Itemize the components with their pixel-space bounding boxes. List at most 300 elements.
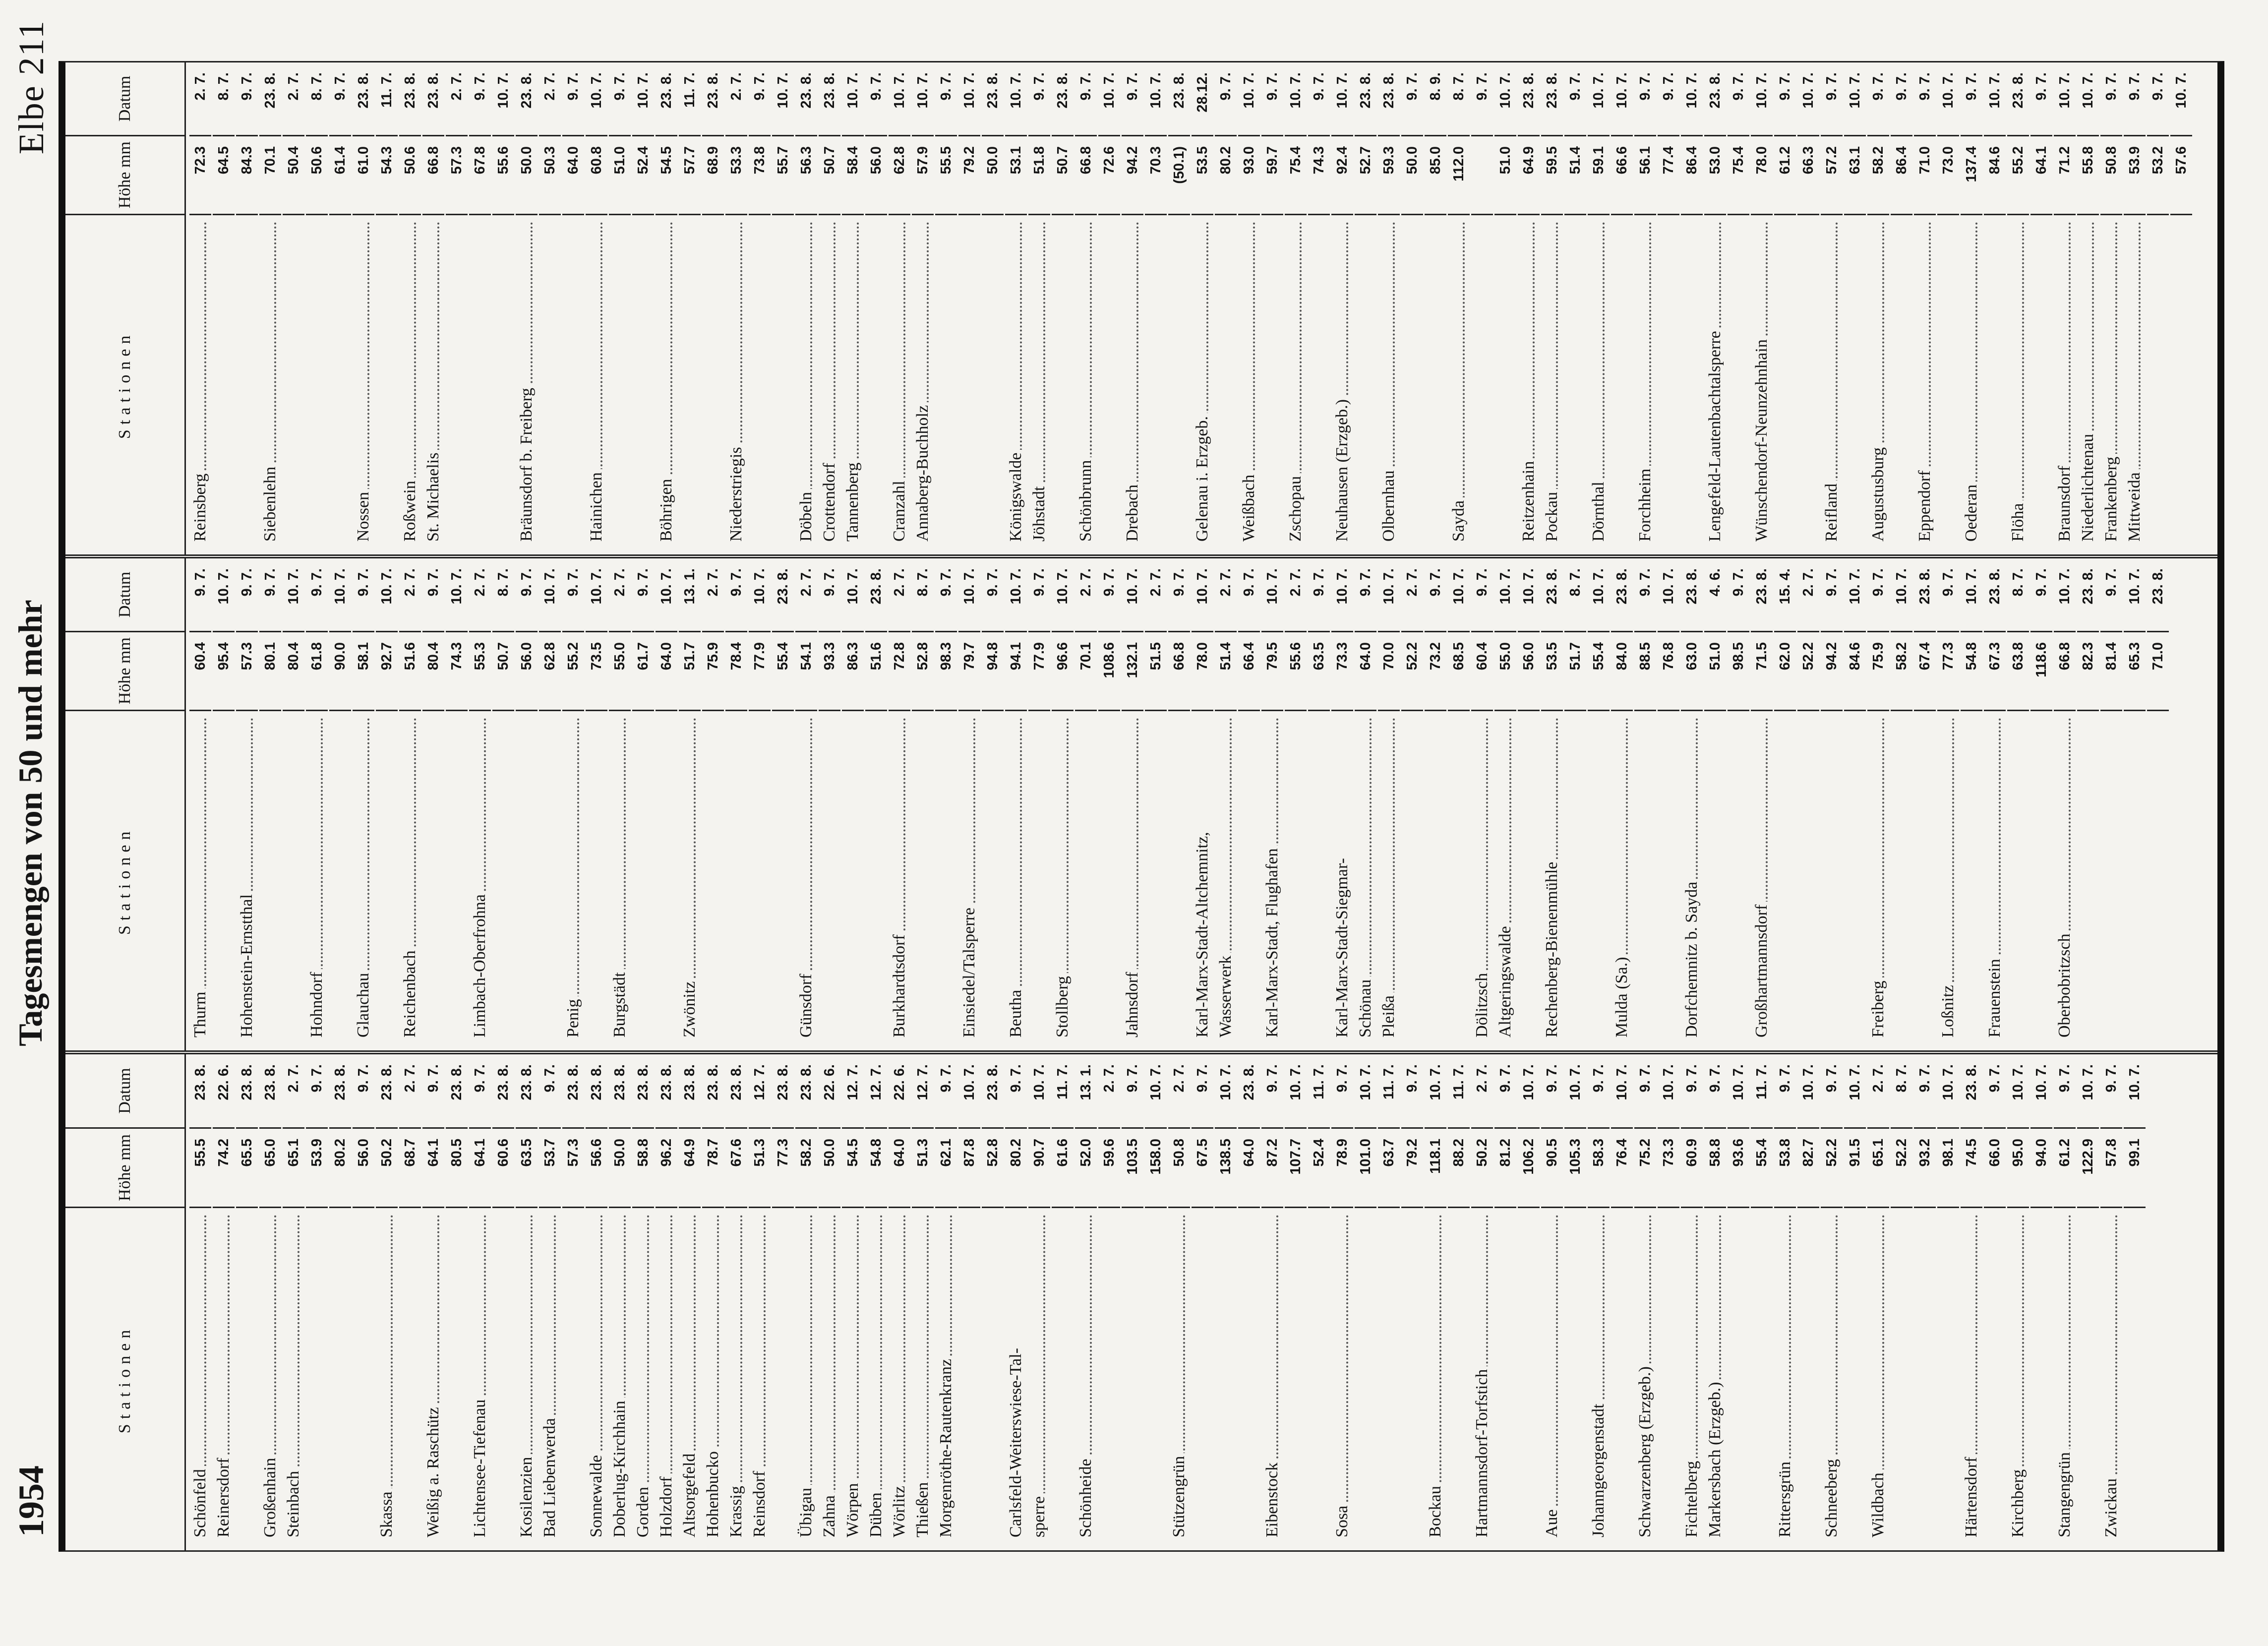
station-name: Cranzahl xyxy=(890,478,908,554)
datum-cell: 10. 7. xyxy=(2170,62,2192,136)
column-header-stationen: Stationen xyxy=(116,826,134,935)
table-row xyxy=(1937,62,1959,554)
hoehe-cell: 90.5 xyxy=(1541,1129,1563,1208)
table-row xyxy=(1331,62,1353,554)
hoehe-cell: 66.8 xyxy=(1168,632,1190,711)
hoehe-cell: 93.6 xyxy=(1728,1129,1749,1208)
column-header-datum: Datum xyxy=(65,1054,184,1129)
station-name: Tannenberg xyxy=(843,460,862,554)
table-row xyxy=(213,558,235,1050)
table-row xyxy=(1075,62,1097,554)
station-cell xyxy=(2054,1208,2076,1550)
table-row xyxy=(679,1054,701,1550)
table-row xyxy=(399,558,421,1050)
datum-cell: 4. 6. xyxy=(1704,558,1726,632)
station-name: Johanngeorgenstadt xyxy=(1589,1401,1608,1550)
table-row xyxy=(1355,1054,1376,1550)
station-name: Lengefeld-Lautenbachtalsperre xyxy=(1706,328,1724,554)
hoehe-cell: 55.4 xyxy=(1588,632,1610,711)
station-cell xyxy=(492,1208,514,1550)
table-row xyxy=(329,1054,351,1550)
datum-cell: 10. 7. xyxy=(772,62,794,136)
station-cell xyxy=(1658,215,1679,554)
datum-cell: 9. 7. xyxy=(1122,1054,1143,1129)
table-row xyxy=(1261,558,1283,1050)
hoehe-cell: 58.2 xyxy=(795,1129,817,1208)
hoehe-cell: 77.4 xyxy=(1658,136,1679,215)
station-cell xyxy=(562,215,584,554)
station-cell xyxy=(1797,1208,1819,1550)
datum-cell: 11. 7. xyxy=(1448,1054,1470,1129)
table-row xyxy=(982,62,1004,554)
table-row xyxy=(1564,558,1586,1050)
table-row xyxy=(1658,1054,1679,1550)
table-row xyxy=(2170,62,2192,554)
table-row xyxy=(1215,558,1237,1050)
station-cell xyxy=(702,215,724,554)
station-cell xyxy=(306,711,328,1050)
table-row xyxy=(422,62,444,554)
station-name: Sayda xyxy=(1449,497,1468,554)
station-cell xyxy=(399,215,421,554)
datum-cell: 11. 7. xyxy=(1308,1054,1330,1129)
datum-cell: 9. 7. xyxy=(1774,1054,1796,1129)
table-row xyxy=(2077,62,2099,554)
hoehe-cell: 106.2 xyxy=(1518,1129,1540,1208)
table-row xyxy=(1797,1054,1819,1550)
station-cell xyxy=(2124,1208,2146,1550)
station-name: Altgeringswalde xyxy=(1496,923,1514,1050)
datum-cell: 23. 8. xyxy=(702,62,724,136)
table-row xyxy=(1634,62,1656,554)
hoehe-cell: 95.0 xyxy=(2007,1129,2029,1208)
station-cell xyxy=(539,215,561,554)
datum-cell: 23. 8. xyxy=(1518,62,1540,136)
datum-cell: 10. 7. xyxy=(1937,62,1959,136)
datum-cell: 2. 7. xyxy=(1098,1054,1120,1129)
table-row xyxy=(1285,1054,1307,1550)
table-row xyxy=(725,1054,747,1550)
table-row xyxy=(1052,1054,1074,1550)
datum-cell: 10. 7. xyxy=(1448,558,1470,632)
table-row xyxy=(1401,558,1423,1050)
datum-cell: 28.12. xyxy=(1192,62,1213,136)
datum-cell: 10. 7. xyxy=(1891,558,1912,632)
station-cell xyxy=(1961,711,1982,1050)
station-cell xyxy=(609,711,631,1050)
datum-cell: 2. 7. xyxy=(1471,1054,1493,1129)
station-name: Altsorgefeld xyxy=(680,1451,699,1550)
table-row xyxy=(1658,62,1679,554)
datum-cell: 9. 7. xyxy=(2030,558,2052,632)
table-row xyxy=(702,558,724,1050)
station-cell xyxy=(725,1208,747,1550)
table-row xyxy=(632,1054,654,1550)
table-block-2 xyxy=(65,558,2217,1054)
station-cell xyxy=(446,1208,468,1550)
hoehe-cell: 57.8 xyxy=(2100,1129,2122,1208)
table-row xyxy=(469,1054,491,1550)
hoehe-cell: 84.3 xyxy=(236,136,258,215)
station-cell xyxy=(1541,1208,1563,1550)
table-row xyxy=(1215,62,1237,554)
datum-cell: 9. 7. xyxy=(1471,558,1493,632)
station-name: Limbach-Oberfrohna xyxy=(471,891,489,1050)
datum-cell: 10. 7. xyxy=(1494,62,1516,136)
datum-cell: 9. 7. xyxy=(1564,62,1586,136)
station-cell xyxy=(1471,215,1493,554)
table-row xyxy=(283,1054,304,1550)
hoehe-cell: 58.8 xyxy=(1704,1129,1726,1208)
hoehe-cell: 74.2 xyxy=(213,1129,235,1208)
dot-leader xyxy=(1463,222,1465,542)
datum-cell: 9. 7. xyxy=(2100,62,2122,136)
datum-cell: 9. 7. xyxy=(1098,558,1120,632)
table-row xyxy=(492,558,514,1050)
datum-cell: 9. 7. xyxy=(2030,62,2052,136)
datum-cell: 23. 8. xyxy=(772,558,794,632)
table-row xyxy=(539,1054,561,1550)
station-name: Reinsdorf xyxy=(750,1468,769,1550)
datum-cell: 10. 7. xyxy=(1658,558,1679,632)
station-name: Crottendorf xyxy=(820,460,838,554)
datum-cell: 2. 7. xyxy=(725,62,747,136)
datum-cell: 9. 7. xyxy=(236,558,258,632)
station-name: Thießen xyxy=(913,1479,932,1550)
table-row xyxy=(1308,1054,1330,1550)
station-cell xyxy=(1634,711,1656,1050)
table-row xyxy=(1774,558,1796,1050)
datum-cell: 23. 8. xyxy=(516,62,537,136)
hoehe-cell: 63.8 xyxy=(2007,632,2029,711)
datum-cell: 10. 7. xyxy=(1564,1054,1586,1129)
station-name: Flöha xyxy=(2009,500,2027,554)
hoehe-cell: 50.6 xyxy=(306,136,328,215)
hoehe-cell: 73.8 xyxy=(749,136,771,215)
table-row xyxy=(1774,62,1796,554)
hoehe-cell: 50.0 xyxy=(609,1129,631,1208)
hoehe-cell: 57.7 xyxy=(679,136,701,215)
table-row xyxy=(889,1054,910,1550)
datum-cell: 23. 8. xyxy=(2147,558,2169,632)
station-cell xyxy=(1681,1208,1703,1550)
station-cell xyxy=(1052,215,1074,554)
station-name: Gorden xyxy=(634,1484,652,1550)
table-row xyxy=(189,1054,211,1550)
hoehe-cell: 101.0 xyxy=(1355,1129,1376,1208)
datum-cell: 9. 7. xyxy=(1821,1054,1843,1129)
station-name: Niederstriegis xyxy=(727,444,745,554)
table-row xyxy=(1005,62,1027,554)
table-row xyxy=(1378,1054,1400,1550)
hoehe-cell: 76.4 xyxy=(1611,1129,1633,1208)
datum-cell: 9. 7. xyxy=(1261,1054,1283,1129)
hoehe-cell: 53.3 xyxy=(725,136,747,215)
datum-cell: 9. 7. xyxy=(422,1054,444,1129)
station-cell xyxy=(795,711,817,1050)
station-cell xyxy=(1891,711,1912,1050)
datum-cell: 23. 8. xyxy=(982,62,1004,136)
datum-cell: 23. 8. xyxy=(586,1054,607,1129)
hoehe-cell: 70.1 xyxy=(1075,632,1097,711)
hoehe-cell: 80.4 xyxy=(283,632,304,711)
datum-cell: 8. 7. xyxy=(213,62,235,136)
datum-cell: 10. 7. xyxy=(958,62,980,136)
hoehe-cell: 55.8 xyxy=(2077,136,2099,215)
datum-cell: 10. 7. xyxy=(1331,558,1353,632)
station-cell xyxy=(702,711,724,1050)
datum-cell: 2. 7. xyxy=(795,558,817,632)
table-row xyxy=(679,558,701,1050)
hoehe-cell: 66.8 xyxy=(1075,136,1097,215)
hoehe-cell: 70.0 xyxy=(1378,632,1400,711)
station-name: Annaberg-Buchholz xyxy=(913,402,932,554)
table-row xyxy=(1961,1054,1982,1550)
datum-cell: 9. 7. xyxy=(725,558,747,632)
station-cell xyxy=(2100,215,2122,554)
table-row xyxy=(772,558,794,1050)
datum-cell: 8. 7. xyxy=(2007,558,2029,632)
datum-cell: 23. 8. xyxy=(422,62,444,136)
hoehe-cell: 77.3 xyxy=(772,1129,794,1208)
station-name: Hainichen xyxy=(587,469,605,554)
datum-cell: 23. 8. xyxy=(189,1054,211,1129)
table-row xyxy=(1192,558,1213,1050)
datum-cell: 10. 7. xyxy=(1192,558,1213,632)
station-name: Wörpen xyxy=(843,1480,862,1550)
station-cell xyxy=(1122,1208,1143,1550)
station-cell xyxy=(1937,711,1959,1050)
station-cell xyxy=(1238,215,1260,554)
station-cell xyxy=(1215,1208,1237,1550)
datum-cell: 10. 7. xyxy=(1844,558,1866,632)
station-name: Reinersdorf xyxy=(214,1455,233,1550)
table-row xyxy=(1145,62,1167,554)
datum-cell: 10. 7. xyxy=(1611,62,1633,136)
station-cell xyxy=(656,711,677,1050)
datum-cell: 9. 7. xyxy=(935,62,957,136)
station-cell xyxy=(1261,1208,1283,1550)
hoehe-cell: 73.2 xyxy=(1425,632,1446,711)
datum-cell: 2. 7. xyxy=(1401,558,1423,632)
datum-cell: 23. 8. xyxy=(446,1054,468,1129)
station-name: Freiberg xyxy=(1869,977,1887,1050)
datum-cell: 9. 7. xyxy=(2100,558,2122,632)
station-cell xyxy=(1821,215,1843,554)
table-row xyxy=(376,558,398,1050)
table-row xyxy=(2147,558,2169,1050)
table-row xyxy=(1937,1054,1959,1550)
hoehe-cell: 53.2 xyxy=(2147,136,2169,215)
table-row xyxy=(329,558,351,1050)
hoehe-cell: 92.4 xyxy=(1331,136,1353,215)
datum-cell: 10. 7. xyxy=(1285,62,1307,136)
station-name: Neuhausen (Erzgeb.) xyxy=(1333,396,1351,554)
table-row xyxy=(1984,558,2006,1050)
table-row xyxy=(2077,1054,2099,1550)
table-row xyxy=(236,62,258,554)
table-row xyxy=(1518,62,1540,554)
table-row xyxy=(1774,1054,1796,1550)
station-cell xyxy=(399,711,421,1050)
table-row xyxy=(516,1054,537,1550)
hoehe-cell: 65.5 xyxy=(236,1129,258,1208)
table-row xyxy=(399,62,421,554)
table-row xyxy=(1751,558,1773,1050)
station-name: Krassig xyxy=(727,1483,745,1550)
hoehe-cell: 103.5 xyxy=(1122,1129,1143,1208)
station-name: Fichtelberg xyxy=(1682,1458,1701,1550)
datum-cell: 23. 8. xyxy=(795,62,817,136)
datum-cell: 22. 6. xyxy=(213,1054,235,1129)
datum-cell: 9. 7. xyxy=(749,62,771,136)
hoehe-cell: 62.8 xyxy=(539,632,561,711)
station-name: Aue xyxy=(1543,1506,1561,1550)
hoehe-cell: 54.5 xyxy=(656,136,677,215)
hoehe-cell: 51.0 xyxy=(1494,136,1516,215)
station-name: Sonnewalde xyxy=(587,1452,605,1550)
table-row xyxy=(2124,558,2146,1050)
table-row xyxy=(1681,62,1703,554)
datum-cell: 2. 7. xyxy=(283,62,304,136)
station-cell xyxy=(2124,215,2146,554)
hoehe-cell: 58.2 xyxy=(1867,136,1889,215)
station-cell xyxy=(1145,1208,1167,1550)
station-name: Eppendorf xyxy=(1915,467,1934,554)
datum-cell: 10. 7. xyxy=(2077,62,2099,136)
station-cell xyxy=(982,1208,1004,1550)
station-cell xyxy=(1797,711,1819,1050)
table-row xyxy=(1494,1054,1516,1550)
hoehe-cell: 64.0 xyxy=(1238,1129,1260,1208)
hoehe-cell: 58.8 xyxy=(632,1129,654,1208)
station-name: Übigau xyxy=(797,1485,815,1550)
table-row xyxy=(1518,1054,1540,1550)
station-cell xyxy=(772,1208,794,1550)
datum-cell: 9. 7. xyxy=(353,558,374,632)
table-row xyxy=(2007,558,2029,1050)
table-row xyxy=(1448,62,1470,554)
hoehe-cell: 64.9 xyxy=(1518,136,1540,215)
datum-cell: 10. 7. xyxy=(1005,62,1027,136)
station-name: Holzdorf xyxy=(657,1473,675,1550)
station-name: Weißbach xyxy=(1240,472,1258,554)
hoehe-cell: 80.4 xyxy=(422,632,444,711)
station-name: Schönau xyxy=(1356,976,1374,1050)
datum-cell: 10. 7. xyxy=(1425,1054,1446,1129)
datum-cell: 2. 7. xyxy=(609,558,631,632)
station-cell xyxy=(865,215,887,554)
hoehe-cell: 67.4 xyxy=(1914,632,1936,711)
station-cell xyxy=(1658,1208,1679,1550)
station-cell xyxy=(1588,1208,1610,1550)
station-name: Olbernhau xyxy=(1379,467,1398,554)
hoehe-cell: 87.2 xyxy=(1261,1129,1283,1208)
station-name: Siebenlehn xyxy=(261,464,279,554)
hoehe-cell: 59.7 xyxy=(1261,136,1283,215)
table-row xyxy=(1891,62,1912,554)
datum-cell: 2. 7. xyxy=(1145,558,1167,632)
datum-cell: 8. 7. xyxy=(492,558,514,632)
table-row xyxy=(539,62,561,554)
station-name: Königswalde xyxy=(1007,450,1025,554)
table-row xyxy=(1355,558,1376,1050)
hoehe-cell: 57.2 xyxy=(1821,136,1843,215)
hoehe-cell: 51.0 xyxy=(609,136,631,215)
hoehe-cell: 87.8 xyxy=(958,1129,980,1208)
datum-cell: 11. 7. xyxy=(376,62,398,136)
datum-cell: 23. 8. xyxy=(1984,558,2006,632)
hoehe-cell: 72.8 xyxy=(889,632,910,711)
datum-cell: 2. 7. xyxy=(1285,558,1307,632)
hoehe-cell: 158.0 xyxy=(1145,1129,1167,1208)
station-cell xyxy=(1308,215,1330,554)
station-cell xyxy=(1867,1208,1889,1550)
station-cell xyxy=(609,215,631,554)
table-row xyxy=(935,1054,957,1550)
station-name: Reichenbach xyxy=(401,947,419,1050)
station-cell xyxy=(189,711,211,1050)
hoehe-cell: 74.3 xyxy=(446,632,468,711)
hoehe-cell: 64.5 xyxy=(213,136,235,215)
station-cell xyxy=(329,1208,351,1550)
datum-cell: 23. 8. xyxy=(982,1054,1004,1129)
table-row xyxy=(1448,558,1470,1050)
table-row xyxy=(1075,558,1097,1050)
hoehe-cell: 56.0 xyxy=(353,1129,374,1208)
hoehe-cell: 75.4 xyxy=(1285,136,1307,215)
hoehe-cell: 63.5 xyxy=(516,1129,537,1208)
hoehe-cell: 65.0 xyxy=(259,1129,281,1208)
column-header-datum: Datum xyxy=(65,62,184,136)
station-cell xyxy=(353,1208,374,1550)
datum-cell: 9. 7. xyxy=(1355,558,1376,632)
datum-cell: 12. 7. xyxy=(865,1054,887,1129)
hoehe-cell: 58.2 xyxy=(1891,632,1912,711)
station-name: Einsiedel/Talsperre xyxy=(960,905,978,1050)
hoehe-cell: 51.4 xyxy=(1215,632,1237,711)
datum-cell: 10. 7. xyxy=(1145,62,1167,136)
station-cell xyxy=(632,711,654,1050)
hoehe-cell: 52.2 xyxy=(1797,632,1819,711)
station-cell xyxy=(889,711,910,1050)
station-name: Jöhstadt xyxy=(1030,484,1048,554)
datum-cell: 23. 8. xyxy=(865,558,887,632)
station-cell xyxy=(1425,215,1446,554)
table-body xyxy=(189,1054,2212,1550)
table-row xyxy=(1704,62,1726,554)
datum-cell: 10. 7. xyxy=(1611,1054,1633,1129)
hoehe-cell: 53.8 xyxy=(1774,1129,1796,1208)
station-cell xyxy=(1961,215,1982,554)
station-cell xyxy=(1331,1208,1353,1550)
datum-cell: 9. 7. xyxy=(259,558,281,632)
table-row xyxy=(982,1054,1004,1550)
datum-cell: 10. 7. xyxy=(329,558,351,632)
station-name: Skassa xyxy=(377,1488,396,1550)
table-row xyxy=(958,62,980,554)
station-cell xyxy=(1028,1208,1050,1550)
station-name: Steinbach xyxy=(284,1468,302,1550)
table-row xyxy=(2007,1054,2029,1550)
table-row xyxy=(492,1054,514,1550)
station-cell xyxy=(1518,1208,1540,1550)
station-cell xyxy=(1821,711,1843,1050)
datum-cell: 10. 7. xyxy=(2054,558,2076,632)
table-row xyxy=(306,62,328,554)
station-cell xyxy=(2054,215,2076,554)
table-row xyxy=(259,1054,281,1550)
